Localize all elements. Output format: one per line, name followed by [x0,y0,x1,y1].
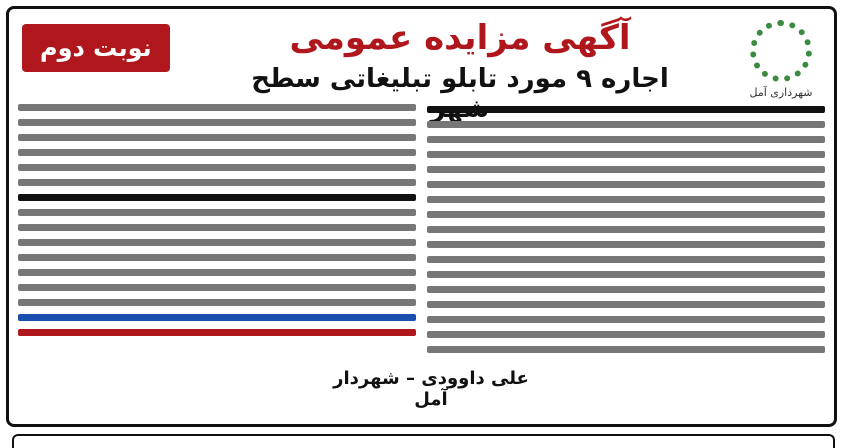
text-line [18,329,416,336]
notice-subheadline: اجاره ۹ مورد تابلو تبلیغاتی سطح [251,64,669,94]
text-line [18,254,416,261]
text-line [18,239,416,246]
text-line [427,241,825,248]
text-line [427,211,825,218]
text-line [18,104,416,111]
signature: علی داوودی – شهردار آمل [333,368,529,410]
logo-emblem-icon [750,20,812,82]
text-line [18,134,416,141]
text-line [427,271,825,278]
text-line [427,106,825,113]
text-line [427,226,825,233]
text-line [18,269,416,276]
text-line [427,121,825,128]
municipality-logo [737,20,825,102]
text-line [427,331,825,338]
text-line [427,136,825,143]
text-line [427,316,825,323]
body-column-right [427,106,825,361]
text-line [18,119,416,126]
text-line [427,286,825,293]
text-line [18,299,416,306]
text-line [18,209,416,216]
text-line [18,284,416,291]
text-line [18,224,416,231]
body-column-left [18,104,416,344]
round-badge: نوبت دوم [22,24,170,72]
text-line [427,256,825,263]
text-line [427,301,825,308]
text-line [427,181,825,188]
text-line [427,196,825,203]
text-line [427,166,825,173]
text-line [18,314,416,321]
logo-caption: شهرداری آمل [749,86,813,99]
text-line [18,149,416,156]
text-line [18,164,416,171]
text-line [427,151,825,158]
text-line [427,346,825,353]
text-line [18,179,416,186]
next-notice-frame [12,434,835,448]
notice-headline: آگهی مزایده عمومی [289,18,631,58]
text-line [18,194,416,201]
